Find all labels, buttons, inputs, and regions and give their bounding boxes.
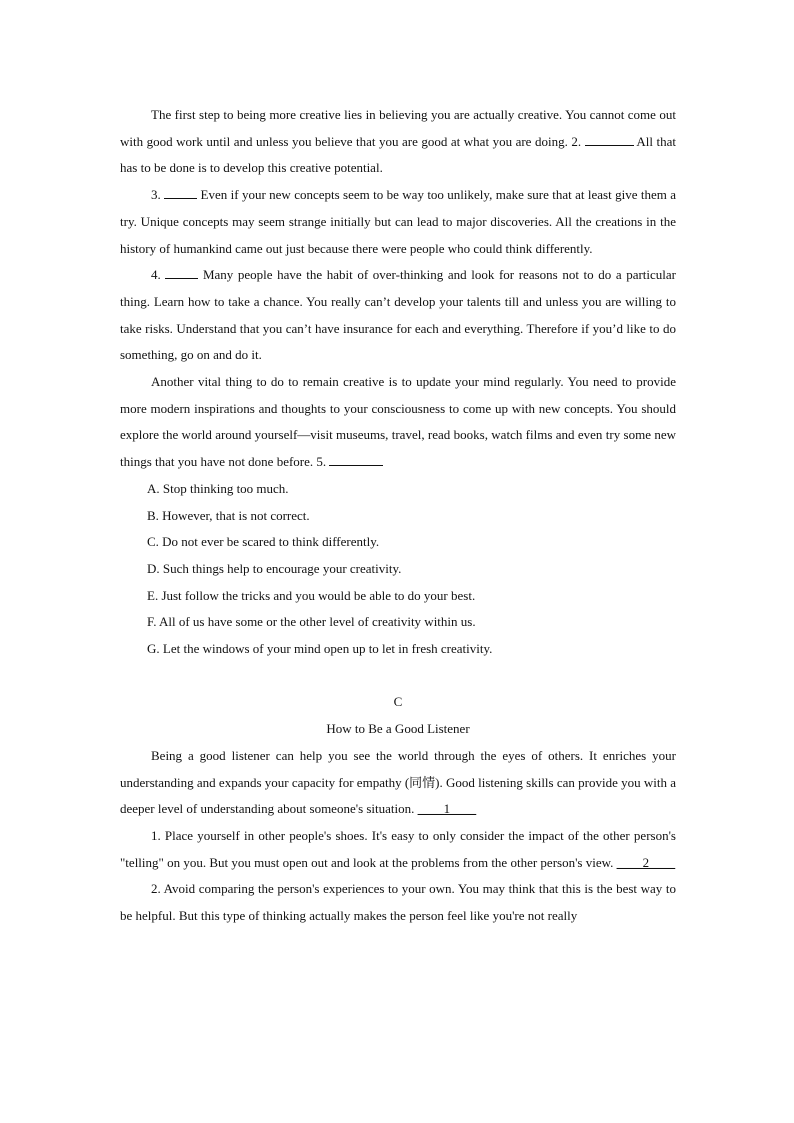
answer-blank-c1: ____1____ [417,801,477,817]
paragraph-creative-belief [120,102,676,182]
paragraph-new-concepts [120,182,676,262]
paragraph-text: Many people have the habit of over-thinking and look for reasons not to do a particular thing. Learn how to take a chance. You really can’t develop your talents till and unless you are willing to take risks. Understand that you can’t have insurance for each and everything. Therefore if you’d like to do something, go on and do it. [120,267,677,363]
answer-blank-4 [165,264,198,279]
document-page [120,102,676,930]
option-f: F. All of us have some or the other level of creativity within us. [147,614,476,630]
paragraph-text: 2. Avoid comparing the person's experiences to your own. You may think that this is the best way to be helpful. But this type of thinking actually makes the person feel like you're not really [120,881,676,924]
option-a: A. Stop thinking too much. [147,480,289,496]
question-number: 3. [151,187,161,203]
passage-title: How to Be a Good Listener [326,721,470,737]
options-list [120,476,676,663]
paragraph-text: Even if your new concepts seem to be way too unlikely, make sure that at least give them a try. Unique concepts may seem strange initially but can lead to major discoveries. All the creations in the history of humankind came out just because there were people who could think differently. [120,187,677,256]
paragraph-text: All that has to be done is to develop this creative potential. [120,133,677,176]
option-e: E. Just follow the tricks and you would be able to do your best. [147,587,476,603]
paragraph-text: The first step to being more creative lies in believing you are actually creative. You cannot come out with good work until and unless you believe that you are good at what you are doing. 2. [120,107,676,149]
paragraph-update-mind [120,369,676,476]
section-spacer [120,663,676,690]
paragraph-text: 1. Place yourself in other people's shoes. It's easy to only consider the impact of the other person's "telling" on you. But you must open out and look at the problems from the other person's view. [120,827,676,870]
option-c: C. Do not ever be scared to think differently. [147,534,380,550]
answer-blank-c2: ____2____ [616,854,676,870]
option-g: G. Let the windows of your mind open up to let in fresh creativity. [147,641,493,657]
option-d: D. Such things help to encourage your creativity. [147,560,402,576]
paragraph-others-shoes [120,823,676,876]
paragraph-avoid-comparing [120,876,676,929]
answer-blank-3 [164,184,197,199]
answer-blank-5 [329,451,383,466]
paragraph-over-thinking [120,262,676,369]
paragraph-good-listener [120,743,676,823]
question-number: 4. [151,267,161,283]
paragraph-text: Being a good listener can help you see the world through the eyes of others. It enriches your understanding and expands your capacity for empathy (同情). Good listening skills can provide you with a deeper level of understanding about someone's situation. [120,747,676,817]
option-b: B. However, that is not correct. [147,507,310,523]
section-letter: C [393,694,403,710]
paragraph-text: Another vital thing to do to remain creative is to update your mind regularly. You need to provide more modern inspirations and thoughts to your consciousness to come up with new concepts. You should explore the world around yourself—visit museums, travel, read books, watch films and even try some new things that you have not done before. 5. [120,374,676,470]
answer-blank-2 [585,131,634,146]
